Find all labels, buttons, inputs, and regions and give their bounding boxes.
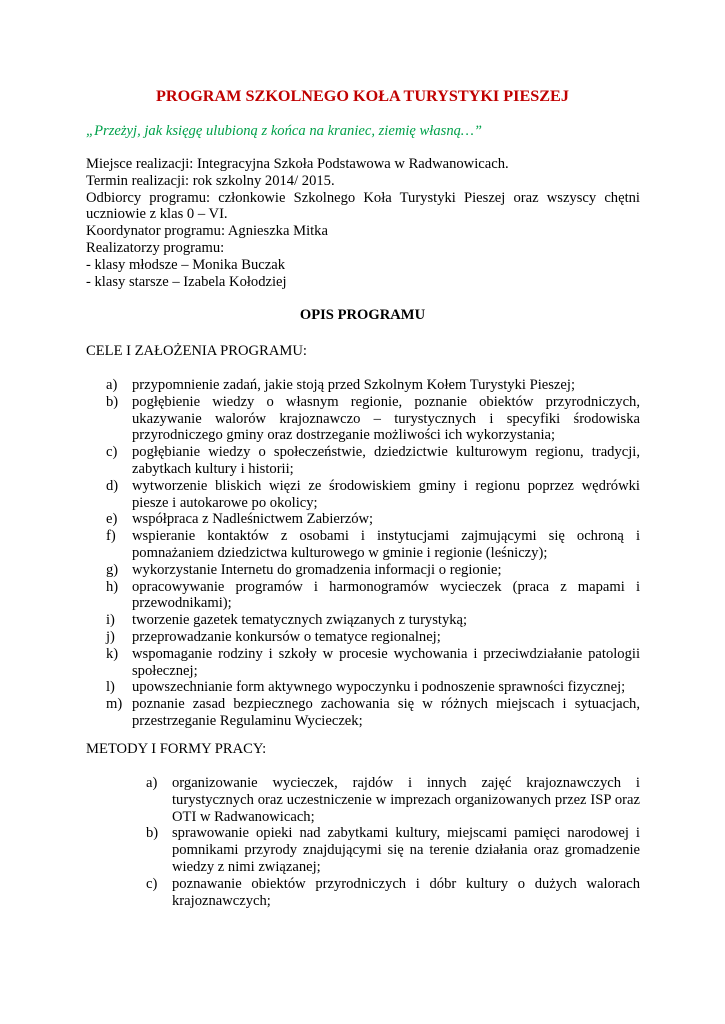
- list-item: [106, 562, 640, 579]
- list-marker: d): [106, 477, 119, 494]
- list-item-text: wykorzystanie Internetu do gromadzenia informacji o regionie;: [132, 561, 502, 578]
- info-implementer-younger: - klasy młodsze – Monika Buczak: [86, 256, 285, 273]
- document-title: PROGRAM SZKOLNEGO KOŁA TURYSTYKI PIESZEJ: [156, 87, 569, 105]
- list-item-text: sprawowanie opieki nad zabytkami kultury, miejscami pamięci narodowej i pomnikami przyrody znajdującymi się na terenie działania oraz gromadzenie wiedzy z nimi związanej;: [172, 825, 640, 875]
- list-item: [146, 775, 640, 825]
- list-item-text: poznawanie obiektów przyrodniczych i dóbr kultury o dużych walorach krajoznawczych;: [172, 875, 640, 909]
- list-marker: b): [146, 825, 159, 842]
- list-marker: a): [146, 775, 158, 791]
- info-coordinator: Koordynator programu: Agnieszka Mitka: [86, 223, 328, 240]
- list-item-text: organizowanie wycieczek, rajdów i innych zajęć krajoznawczych i turystycznych oraz uczestniczenie w imprezach organizowanych przez ISP oraz OTI w Radwanowicach;: [172, 775, 640, 825]
- list-item: [106, 511, 640, 528]
- list-item: [106, 377, 640, 394]
- list-item-text: pogłębianie wiedzy o społeczeństwie, dziedzictwie kulturowym regionu, tradycji, zabytkach kultury i historii;: [132, 444, 640, 477]
- list-item-text: pogłębienie wiedzy o własnym regionie, poznanie obiektów przyrodniczych, ukazywanie walorów krajoznawczo – turystycznych i specyfiki środowiska przyrodniczego gminy oraz dostrzeganie możliwości ich wykorzystania;: [132, 393, 640, 444]
- methods-list: [146, 775, 640, 909]
- list-marker: c): [146, 875, 158, 892]
- info-recipients: Odbiorcy programu: członkowie Szkolnego Koła Turystyki Pieszej oraz wszyscy chętni uczniowie z klas 0 – VI.: [86, 189, 640, 223]
- list-item: [146, 825, 640, 875]
- list-marker: l): [106, 679, 115, 696]
- list-marker: c): [106, 444, 118, 461]
- program-info: [86, 156, 640, 290]
- goals-list: [106, 377, 640, 730]
- list-item: [106, 478, 640, 512]
- list-item-text: poznanie zasad bezpiecznego zachowania się w różnych miejscach i sytuacjach, przestrzeganie Regulaminu Wycieczek;: [132, 696, 640, 729]
- info-implementers-label: Realizatorzy programu:: [86, 239, 225, 256]
- list-item: [146, 876, 640, 910]
- list-item: [106, 696, 640, 730]
- list-item-text: wspomaganie rodziny i szkoły w procesie wychowania i przeciwdziałanie patologii społecznej;: [132, 645, 640, 679]
- list-marker: h): [106, 578, 119, 595]
- description-heading: OPIS PROGRAMU: [299, 307, 426, 323]
- list-item: [106, 646, 640, 680]
- list-item: [106, 679, 640, 696]
- list-item-text: wytworzenie bliskich więzi ze środowiskiem gminy i regionu poprzez wędrówki piesze i autokarowe po okolicy;: [132, 477, 640, 511]
- list-item-text: opracowywanie programów i harmonogramów wycieczek (praca z mapami i przewodnikami);: [132, 578, 640, 612]
- list-marker: j): [106, 628, 115, 645]
- list-marker: k): [106, 645, 119, 662]
- motto-quote: „Przeżyj, jak księgę ulubioną z końca na kraniec, ziemię własną…”: [86, 123, 483, 139]
- list-item: [106, 394, 640, 444]
- info-implementer-older: - klasy starsze – Izabela Kołodziej: [86, 273, 287, 290]
- list-marker: g): [106, 561, 119, 578]
- methods-heading: METODY I FORMY PRACY:: [86, 741, 267, 757]
- list-item-text: tworzenie gazetek tematycznych związanych z turystyką;: [132, 612, 468, 629]
- info-place: Miejsce realizacji: Integracyjna Szkoła Podstawowa w Radwanowicach.: [86, 156, 509, 172]
- list-marker: a): [106, 377, 118, 393]
- list-marker: i): [106, 612, 115, 629]
- list-item-text: wspieranie kontaktów z osobami i instytucjami zajmującymi się ochroną i pomnażaniem dziedzictwa kulturowego w gminie i regionie (leśniczy);: [132, 528, 640, 561]
- list-item: [106, 629, 640, 646]
- list-item-text: upowszechnianie form aktywnego wypoczynku i podnoszenie sprawności fizycznej;: [132, 679, 626, 696]
- list-item-text: współpraca z Nadleśnictwem Zabierzów;: [132, 511, 374, 528]
- list-item: [106, 528, 640, 562]
- goals-heading: CELE I ZAŁOŻENIA PROGRAMU:: [86, 343, 307, 359]
- list-marker: b): [106, 393, 119, 410]
- list-item-text: przypomnienie zadań, jakie stoją przed Szkolnym Kołem Turystyki Pieszej;: [132, 377, 575, 393]
- list-item: [106, 444, 640, 478]
- info-term: Termin realizacji: rok szkolny 2014/ 2015.: [86, 172, 335, 189]
- list-item-text: przeprowadzanie konkursów o tematyce regionalnej;: [132, 628, 441, 645]
- list-marker: m): [106, 696, 123, 713]
- list-item: [106, 579, 640, 613]
- list-item: [106, 612, 640, 629]
- list-marker: e): [106, 511, 118, 528]
- list-marker: f): [106, 528, 116, 545]
